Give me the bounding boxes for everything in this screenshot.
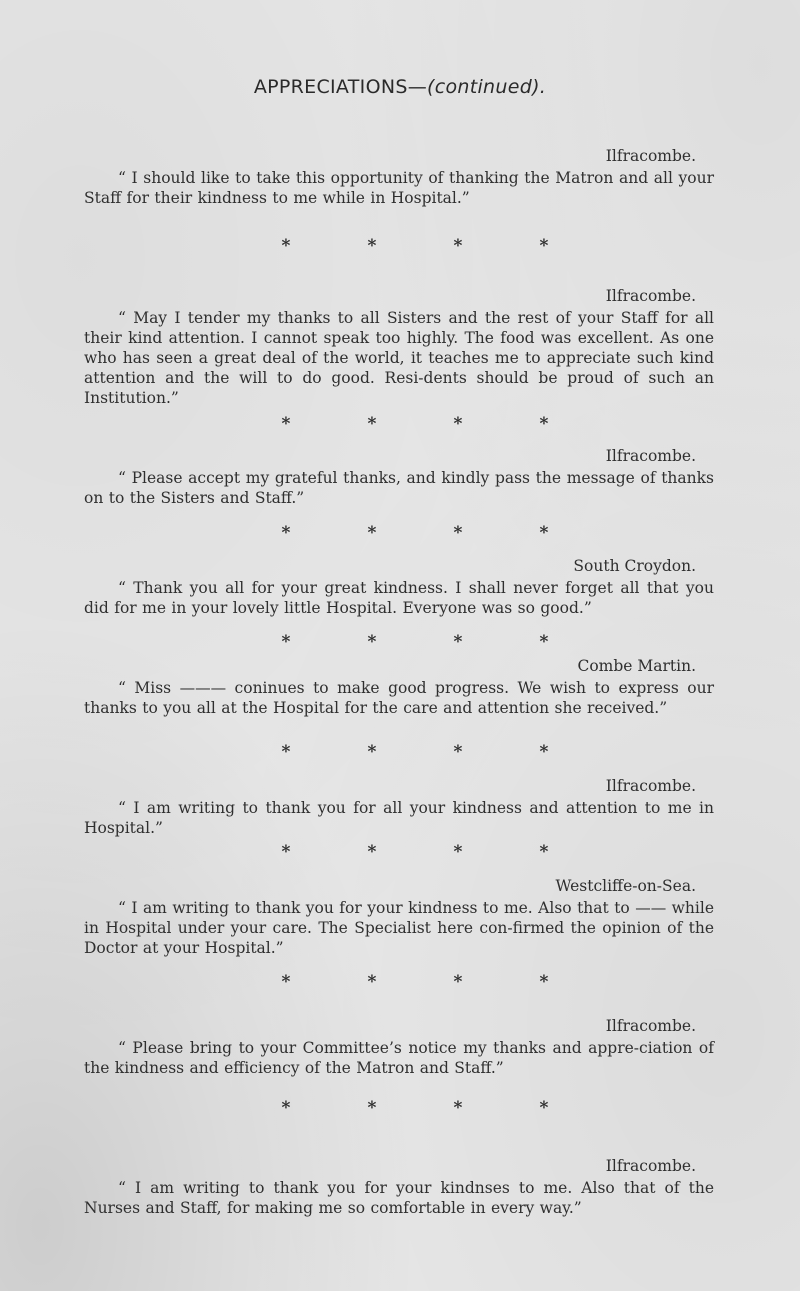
letter-text: “ Please bring to your Committee’s notice my thanks and appre-ciation of the kindness and efficiency of the Matron and Staff.” — [84, 1039, 714, 1077]
separator-star: * — [539, 632, 549, 652]
separator-star: * — [453, 236, 463, 256]
letter-place: Ilfracombe. — [605, 147, 696, 165]
letter-text: “ Miss ——— coninues to make good progress. We wish to express our thanks to you all at the Hospital for the care and attention she received.” — [84, 679, 714, 717]
letter-text: “ I am writing to thank you for your kindness to me. Also that to —— while in Hospital under your care. The Specialist here con-firmed the opinion of the Doctor at your Hospital.” — [84, 899, 714, 957]
letter — [84, 876, 714, 958]
separator — [280, 523, 550, 543]
separator-star: * — [453, 632, 463, 652]
letter-place: Ilfracombe. — [605, 777, 696, 795]
separator-star: * — [539, 972, 549, 992]
letter-text: “ Please accept my grateful thanks, and kindly pass the message of thanks on to the Sisters and Staff.” — [84, 469, 714, 507]
letter — [84, 286, 714, 408]
letter-place: Ilfracombe. — [605, 447, 696, 465]
separator — [280, 842, 550, 862]
separator-star: * — [367, 414, 377, 434]
separator-star: * — [539, 742, 549, 762]
separator — [280, 742, 550, 762]
letter-place: Ilfracombe. — [605, 1157, 696, 1175]
separator-star: * — [453, 842, 463, 862]
letter — [84, 446, 714, 508]
title-continued: (continued). — [427, 76, 547, 98]
separator-star: * — [281, 236, 291, 256]
separator-star: * — [281, 632, 291, 652]
separator — [280, 632, 550, 652]
separator-star: * — [281, 742, 291, 762]
separator-star: * — [281, 1098, 291, 1118]
page-title — [0, 76, 800, 98]
separator-star: * — [453, 1098, 463, 1118]
separator-star: * — [453, 742, 463, 762]
letter — [84, 776, 714, 838]
separator — [280, 414, 550, 434]
separator-star: * — [539, 1098, 549, 1118]
separator-star: * — [539, 523, 549, 543]
separator-star: * — [367, 1098, 377, 1118]
letter-text: “ I am writing to thank you for all your kindness and attention to me in Hospital.” — [84, 799, 714, 837]
letter-place: Westcliffe-on-Sea. — [555, 877, 696, 895]
separator-star: * — [453, 414, 463, 434]
separator — [280, 236, 550, 256]
separator-star: * — [367, 632, 377, 652]
separator-star: * — [539, 842, 549, 862]
separator — [280, 1098, 550, 1118]
separator-star: * — [367, 842, 377, 862]
separator — [280, 972, 550, 992]
letter-text: “ I should like to take this opportunity of thanking the Matron and all your Staff for their kindness to me while in Hospital.” — [84, 169, 714, 207]
separator-star: * — [539, 414, 549, 434]
letter-text: “ May I tender my thanks to all Sisters and the rest of your Staff for all their kind attention. I cannot speak too highly. The food was excellent. As one who has seen a great deal of the world, it teaches me to appreciate such kind attention and the will to do good. Resi-dents should be proud of such an Institution.” — [84, 309, 714, 407]
letter-place: Combe Martin. — [577, 657, 696, 675]
letter — [84, 556, 714, 618]
separator-star: * — [367, 972, 377, 992]
letter-place: Ilfracombe. — [605, 287, 696, 305]
separator-star: * — [281, 842, 291, 862]
separator-star: * — [453, 523, 463, 543]
separator-star: * — [453, 972, 463, 992]
separator-star: * — [367, 523, 377, 543]
letter-place: Ilfracombe. — [605, 1017, 696, 1035]
separator-star: * — [281, 414, 291, 434]
letter-place: South Croydon. — [573, 557, 696, 575]
title-text: APPRECIATIONS— — [253, 76, 427, 98]
separator-star: * — [539, 236, 549, 256]
letter — [84, 146, 714, 208]
letter-text: “ I am writing to thank you for your kindnses to me. Also that of the Nurses and Staff, for making me so comfortable in every way.” — [84, 1179, 714, 1217]
letter-text: “ Thank you all for your great kindness. I shall never forget all that you did for me in your lovely little Hospital. Everyone was so good.” — [84, 579, 714, 617]
separator-star: * — [367, 236, 377, 256]
separator-star: * — [281, 523, 291, 543]
letter — [84, 1156, 714, 1218]
letter — [84, 1016, 714, 1078]
separator-star: * — [281, 972, 291, 992]
letter — [84, 656, 714, 718]
separator-star: * — [367, 742, 377, 762]
